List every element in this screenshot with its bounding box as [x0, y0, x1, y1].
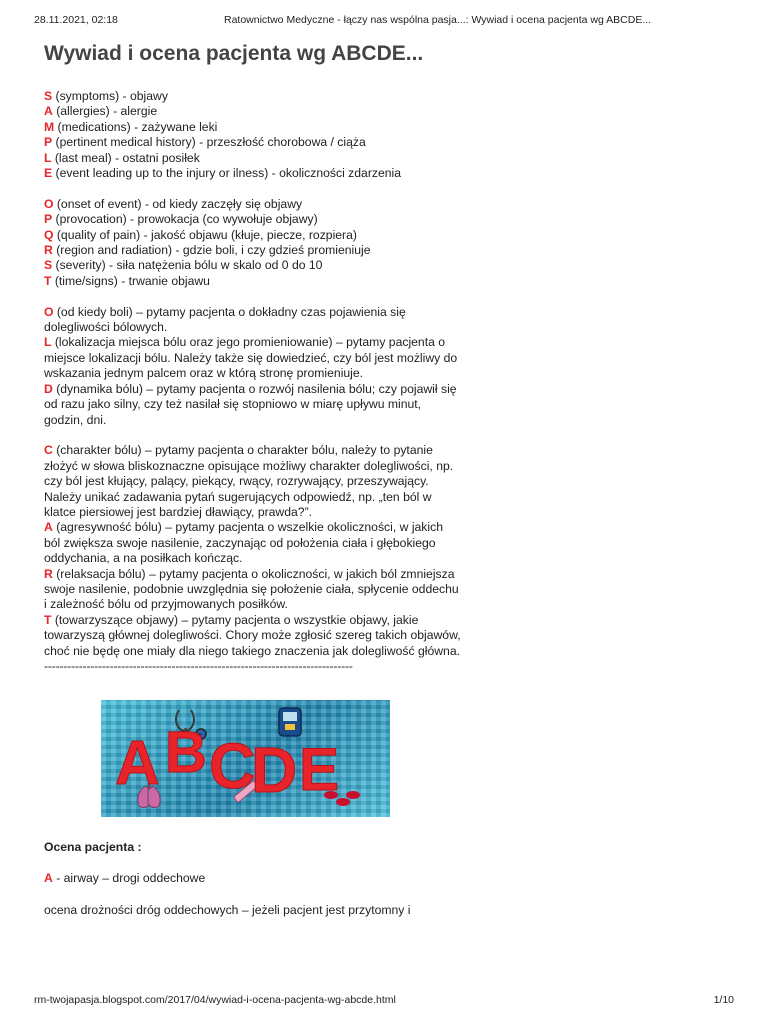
- page-number: 1/10: [713, 994, 734, 1006]
- banner-letter-d: D: [251, 734, 298, 806]
- old-item-text: (dynamika bólu) – pytamy pacjenta o rozwój nasilenia bólu; czy pojawił się: [52, 381, 457, 396]
- sample-item-line: [44, 89, 464, 104]
- sample-item-text: (pertinent medical history) - przeszłość chorobowa / ciąża: [52, 135, 366, 150]
- section-title-ocena: Ocena pacjenta :: [44, 840, 142, 854]
- sample-item-text: (event leading up to the injury or ilness) - okoliczności zdarzenia: [52, 166, 402, 181]
- cart-item-line: [44, 628, 464, 643]
- cart-item-text: ból zwiększa swoje nasilenie, zaczynając od położenia ciała i głębokiego: [44, 535, 436, 550]
- cart-item-text: (relaksacja bólu) – pytamy pacjenta o okoliczności, w jakich ból zmniejsza: [52, 566, 455, 581]
- cart-item-text: klatce piersiowej jest bardziej dławiący, prawda?”.: [44, 504, 313, 519]
- old-item-line: [44, 335, 464, 350]
- cart-item-letter: A: [44, 520, 53, 535]
- banner-letter-c: C: [209, 730, 256, 802]
- abcde-banner-image: [101, 700, 390, 817]
- sample-item-text: (allergies) - alergie: [52, 104, 158, 119]
- cart-item-text: oddychania, a na posiłkach kończąc.: [44, 551, 243, 566]
- cart-item-text: Należy unikać zadawania pytań sugerujących odpowiedź, np. „ten ból w: [44, 489, 432, 504]
- opqrst-item-text: (onset of event) - od kiedy zaczęły się objawy: [53, 196, 303, 211]
- cart-item-line: [44, 443, 464, 458]
- opqrst-item-line: [44, 197, 464, 212]
- opqrst-item-text: (region and radiation) - gdzie boli, i czy gdzieś promieniuje: [52, 243, 371, 258]
- cart-item-line: [44, 459, 464, 474]
- glucometer-icon: [279, 708, 301, 736]
- airway-text: - airway – drogi oddechowe: [52, 871, 206, 885]
- cart-item-text: i zależność bólu od przyjmowanych posiłków.: [44, 597, 288, 612]
- sample-item-text: (medications) - zażywane leki: [54, 119, 218, 134]
- cart-item-letter: R: [44, 566, 53, 581]
- opqrst-item-letter: Q: [44, 227, 54, 242]
- sample-item-letter: E: [44, 166, 53, 181]
- cart-item-text: (charakter bólu) – pytamy pacjenta o charakter bólu, należy to pytanie: [52, 443, 433, 458]
- old-item-text: wskazania jednym palcem oraz w którą stronę promieniuje.: [44, 366, 364, 381]
- opqrst-item-text: (provocation) - prowokacja (co wywołuje objawy): [52, 212, 318, 227]
- cart-item-line: [44, 644, 464, 659]
- airway-letter: A: [44, 871, 53, 885]
- cart-item-line: [44, 582, 464, 597]
- sample-item-line: [44, 166, 464, 181]
- cart-item-line: [44, 505, 464, 520]
- cart-item-line: [44, 613, 464, 628]
- old-item-text: od razu jako silny, czy też nasilał się stopniowo w miarę upływu minut,: [44, 397, 422, 412]
- cart-item-line: [44, 597, 464, 612]
- old-item-text: dolegliwości bólowych.: [44, 320, 168, 335]
- old-item-letter: L: [44, 335, 52, 350]
- cart-list: [44, 443, 464, 659]
- cart-item-text: swoje nasilenie, podobnie uwzględnia się położenie ciała, spłycenie oddechu: [44, 581, 459, 596]
- opqrst-item-letter: O: [44, 196, 54, 211]
- airway-heading: [44, 871, 205, 885]
- print-page-title: Ratownictwo Medyczne - łączy nas wspólna pasja...: Wywiad i ocena pacjenta wg ABCDE...: [224, 14, 652, 26]
- sample-item-letter: P: [44, 135, 53, 150]
- airway-description: ocena drożności dróg oddechowych – jeżeli pacjent jest przytomny i: [44, 903, 411, 917]
- opqrst-item-letter: P: [44, 212, 53, 227]
- opqrst-item-line: [44, 274, 464, 289]
- opqrst-item-text: (quality of pain) - jakość objawu (kłuje, piecze, rozpiera): [53, 227, 357, 242]
- old-item-text: miejsce lokalizacji bólu. Należy także się dowiedzieć, czy ból jest możliwy do: [44, 350, 458, 365]
- banner-letter-a: A: [115, 729, 160, 798]
- sample-item-letter: M: [44, 119, 55, 134]
- print-datetime: 28.11.2021, 02:18: [34, 14, 118, 26]
- opqrst-item-line: [44, 258, 464, 273]
- sample-item-line: [44, 151, 464, 166]
- sample-item-letter: S: [44, 89, 53, 103]
- sample-item-letter: L: [44, 150, 52, 165]
- cart-item-line: [44, 567, 464, 582]
- old-item-line: [44, 397, 464, 412]
- old-item-line: [44, 413, 464, 428]
- separator-line: --------------------------------------------------------------------------------: [44, 658, 353, 673]
- opqrst-list: [44, 197, 464, 289]
- sample-item-text: (last meal) - ostatni posiłek: [51, 150, 200, 165]
- cart-item-line: [44, 474, 464, 489]
- old-item-letter: O: [44, 304, 54, 319]
- article-title: Wywiad i ocena pacjenta wg ABCDE...: [44, 42, 424, 65]
- sample-item-text: (symptoms) - objawy: [52, 89, 168, 103]
- cart-item-letter: C: [44, 443, 53, 458]
- cart-item-text: (agresywność bólu) – pytamy pacjenta o wszelkie okoliczności, w jakich: [52, 520, 443, 535]
- print-url: rm-twojapasja.blogspot.com/2017/04/wywiad-i-ocena-pacjenta-wg-abcde.html: [34, 994, 396, 1006]
- old-item-text: (lokalizacja miejsca bólu oraz jego promieniowanie) – pytamy pacjenta o: [51, 335, 446, 350]
- opqrst-item-line: [44, 212, 464, 227]
- opqrst-item-letter: S: [44, 258, 53, 273]
- sample-list: [44, 89, 464, 181]
- cart-item-text: towarzyszą głównej dolegliwości. Chory może zgłosić szereg takich objawów,: [44, 628, 461, 643]
- sample-item-line: [44, 104, 464, 119]
- old-item-letter: D: [44, 381, 53, 396]
- cart-item-text: (towarzyszące objawy) – pytamy pacjenta o wszystkie objawy, jakie: [51, 612, 419, 627]
- cart-item-line: [44, 536, 464, 551]
- old-item-line: [44, 366, 464, 381]
- opqrst-item-letter: T: [44, 273, 52, 288]
- sample-item-line: [44, 135, 464, 150]
- old-item-line: [44, 320, 464, 335]
- opqrst-item-text: (time/signs) - trwanie objawu: [51, 273, 210, 288]
- cart-item-text: choć nie będę one miały dla niego takiego znaczenia jak dolegliwość główna.: [44, 643, 460, 658]
- opqrst-item-letter: R: [44, 243, 53, 258]
- banner-letter-e: E: [299, 736, 340, 803]
- opqrst-item-line: [44, 228, 464, 243]
- banner-letter-b: B: [165, 720, 207, 785]
- cart-item-line: [44, 490, 464, 505]
- cart-item-line: [44, 551, 464, 566]
- sample-item-letter: A: [44, 104, 53, 119]
- cart-item-line: [44, 520, 464, 535]
- cart-item-text: czy ból jest kłujący, palący, piekący, rwący, rozrywający, przeszywający.: [44, 474, 429, 489]
- cart-item-text: złożyć w słowa bliskoznaczne opisujące możliwy charakter dolegliwości, np.: [44, 458, 454, 473]
- old-item-line: [44, 382, 464, 397]
- old-item-line: [44, 305, 464, 320]
- old-list: [44, 305, 464, 428]
- old-item-text: (od kiedy boli) – pytamy pacjenta o dokładny czas pojawienia się: [53, 304, 406, 319]
- opqrst-item-line: [44, 243, 464, 258]
- sample-item-line: [44, 120, 464, 135]
- opqrst-item-text: (severity) - siła natężenia bólu w skalo od 0 do 10: [52, 258, 323, 273]
- article-body: [44, 89, 464, 674]
- old-item-text: godzin, dni.: [44, 412, 107, 427]
- cart-item-letter: T: [44, 612, 52, 627]
- old-item-line: [44, 351, 464, 366]
